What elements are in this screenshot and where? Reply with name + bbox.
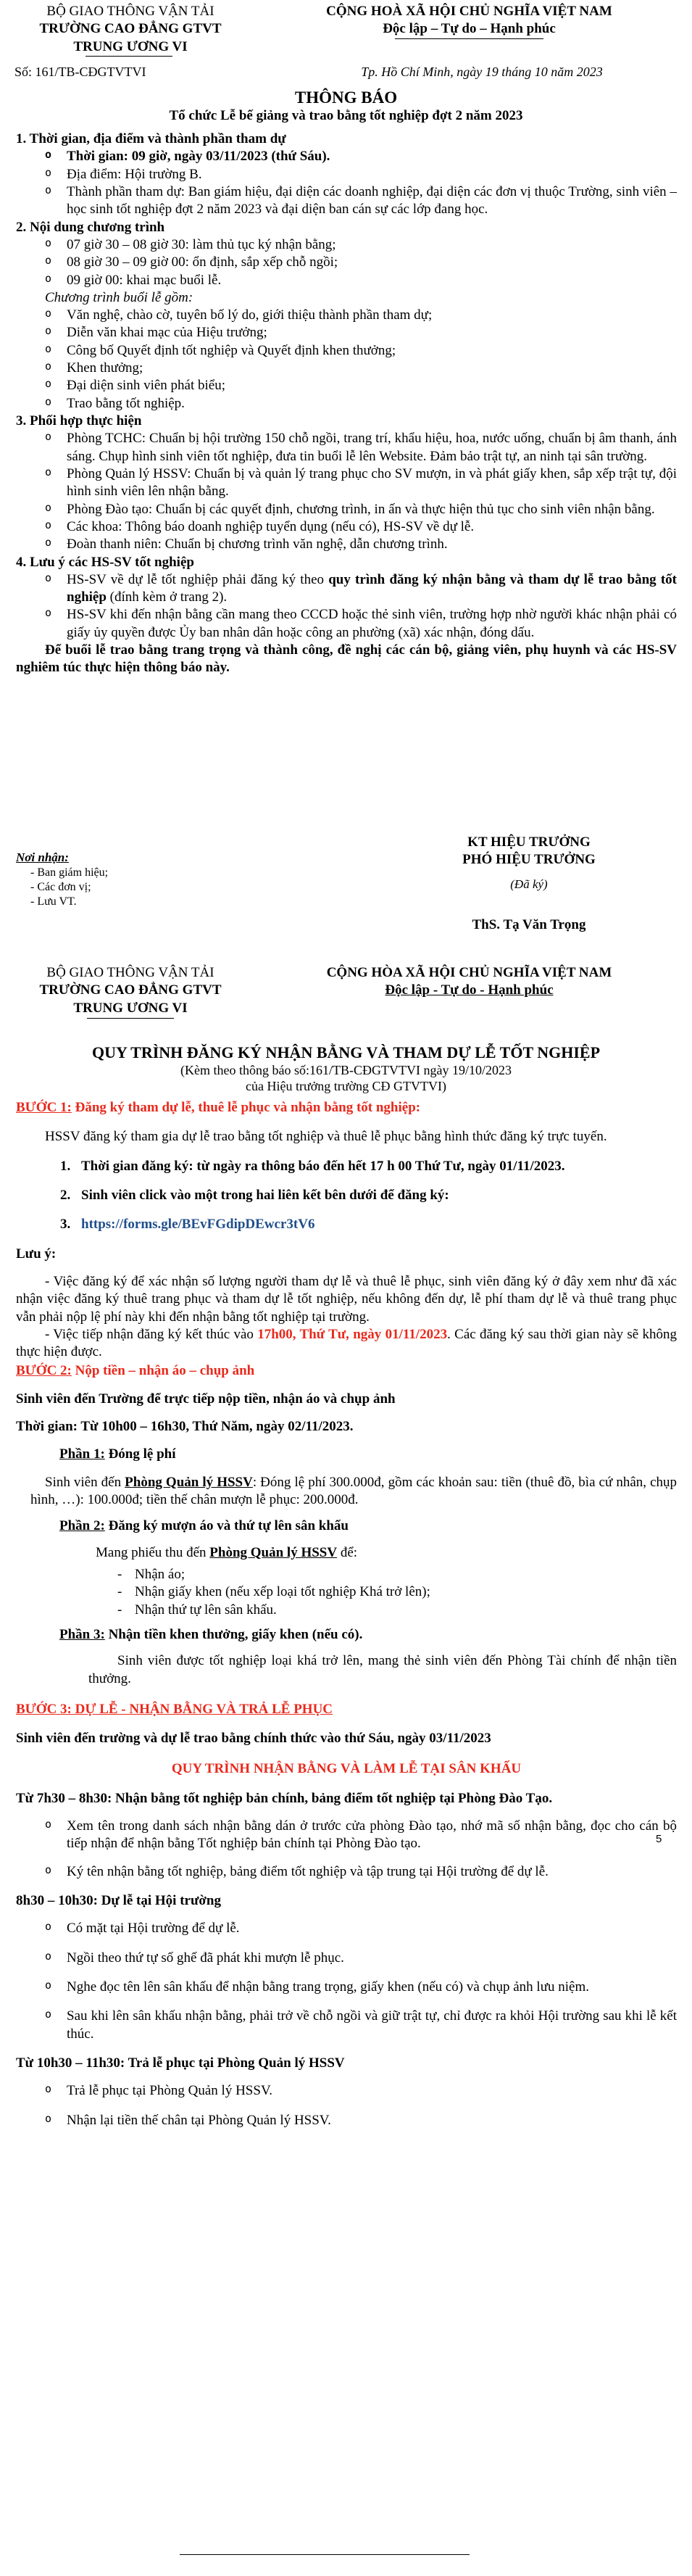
school-name: TRƯỜNG CAO ĐẲNG GTVT bbox=[39, 21, 222, 37]
slot3-list bbox=[16, 2082, 677, 2129]
list-item: o Xem tên trong danh sách nhận bằng dán ở trước cửa phòng Đào tạo, nhớ mã số nhận bằng, đọc cho cán bộ tiếp nhận để nhận bằng Tốt nghiệp bản chính tại Phòng Đào tạo. bbox=[45, 1818, 677, 1853]
nation-name: CỘNG HÒA XÃ HỘI CHỦ NGHĨA VIỆT NAM bbox=[326, 965, 612, 980]
program-label: Chương trình buổi lễ gồm: bbox=[45, 289, 193, 305]
attachment-line: của Hiệu trưởng trường CĐ GTVTVI) bbox=[246, 1078, 446, 1093]
list-item: o Địa điểm: Hội trường B. bbox=[45, 166, 677, 183]
note-label: Lưu ý: bbox=[16, 1246, 57, 1262]
text: : Đóng lệ phí 300.000đ, gồm các khoản sau: tiền (thuê đồ, bìa cứ nhân, chụp hình, …): 100.000đ; tiền thế chân mượn lễ phục: 200.000đ. bbox=[30, 1474, 677, 1507]
section-heading: 4. Lưu ý các HS-SV tốt nghiệp bbox=[16, 554, 194, 570]
stage-procedure-title: QUY TRÌNH NHẬN BẰNG VÀ LÀM LỄ TẠI SÂN KHẤU bbox=[171, 1761, 522, 1777]
step2-heading bbox=[16, 1362, 677, 1380]
list-item: - Nhận thứ tự lên sân khấu. bbox=[117, 1602, 677, 1619]
signature-block bbox=[391, 834, 667, 935]
registration-link[interactable]: https://forms.gle/BEvFGdipDEwcr3tV6 bbox=[81, 1217, 315, 1233]
step-title: Nộp tiền – nhận áo – chụp ảnh bbox=[71, 1363, 255, 1379]
procedure-title: QUY TRÌNH ĐĂNG KÝ NHẬN BẰNG VÀ THAM DỰ LỄ TỐT NGHIỆP bbox=[91, 1043, 601, 1061]
list-item: - Các đơn vị; bbox=[30, 880, 233, 895]
office-name: Phòng Quản lý HSSV bbox=[125, 1474, 253, 1490]
list-item: o 07 giờ 30 – 08 giờ 30: làm thủ tục ký nhận bằng; bbox=[45, 236, 677, 254]
list-item: o Khen thưởng; bbox=[45, 360, 677, 377]
part1-text bbox=[16, 1474, 677, 1509]
list-item: o Phòng TCHC: Chuẩn bị hội trường 150 chỗ ngồi, trang trí, khẩu hiệu, hoa, nước uống, chuẩn bị âm thanh, ánh sáng. Chụp hình sinh viên tốt nghiệp, đưa tin buổi lễ lên Website. Đảm bảo trật tự, an ninh tại sân trường. bbox=[45, 430, 677, 465]
slot3-heading: Từ 10h30 – 11h30: Trả lễ phục tại Phòng Quản lý HSSV bbox=[16, 2055, 345, 2071]
nation-motto: Độc lập – Tự do – Hạnh phúc bbox=[383, 21, 556, 37]
text: Sinh viên đến bbox=[45, 1474, 125, 1490]
recipients-list bbox=[16, 866, 233, 909]
slot1-heading: Từ 7h30 – 8h30: Nhận bằng tốt nghiệp bản chính, bảng điểm tốt nghiệp tại Phòng Đào Tạo. bbox=[16, 1790, 553, 1806]
procedure-attachment-note bbox=[0, 1063, 692, 1095]
text: Thời gian đăng ký: từ ngày ra thông báo đến hết 17 h 00 Thứ Tư, ngày 01/11/2023. bbox=[81, 1158, 565, 1174]
note-text bbox=[16, 1326, 677, 1362]
slot2-heading: 8h30 – 10h30: Dự lễ tại Hội trường bbox=[16, 1893, 221, 1908]
list-item bbox=[74, 1216, 677, 1233]
step2-subheading: Sinh viên đến Trường để trực tiếp nộp tiền, nhận áo và chụp ảnh bbox=[16, 1391, 396, 1407]
list-item: o 09 giờ 00: khai mạc buổi lễ. bbox=[45, 272, 677, 289]
list-item: - Nhận giấy khen (nếu xếp loại tốt nghiệp Khá trở lên); bbox=[117, 1583, 677, 1601]
step-label: BƯỚC 2: bbox=[16, 1363, 72, 1379]
notice-page bbox=[0, 0, 692, 964]
list-item: o Trả lễ phục tại Phòng Quản lý HSSV. bbox=[45, 2082, 677, 2100]
list-item: - Lưu VT. bbox=[30, 895, 233, 909]
list-item: o 08 giờ 30 – 09 giờ 00: ổn định, sắp xếp chỗ ngồi; bbox=[45, 254, 677, 271]
list-item: o Sau khi lên sân khấu nhận bằng, phải trở về chỗ ngồi và giữ trật tự, chỉ được ra khỏi Hội trường sau khi lễ kết thúc. bbox=[45, 2008, 677, 2043]
signer-title: PHÓ HIỆU TRƯỞNG bbox=[462, 852, 596, 868]
list-item bbox=[74, 1158, 677, 1175]
procedure-page bbox=[0, 964, 692, 2576]
step-label: BƯỚC 1: bbox=[16, 1100, 72, 1115]
recipients-label: Nơi nhận: bbox=[16, 850, 69, 864]
nation-motto: Độc lập - Tự do - Hạnh phúc bbox=[385, 982, 554, 998]
document-number: Số: 161/TB-CĐGTVTVI bbox=[14, 65, 146, 79]
list-item: o Phòng Đào tạo: Chuẩn bị các quyết định, chương trình, in ấn và thực hiện thủ tục cho sinh viên nhận bằng. bbox=[45, 501, 677, 518]
list-item: o Các khoa: Thông báo doanh nghiệp tuyển dụng (nếu có), HS-SV về dự lễ. bbox=[45, 518, 677, 536]
list-item: o Đại diện sinh viên phát biểu; bbox=[45, 377, 677, 394]
text: - Việc tiếp nhận đăng ký kết thúc vào bbox=[45, 1326, 258, 1342]
text: (đính kèm ở trang 2). bbox=[106, 589, 228, 605]
procedure-body bbox=[16, 1099, 677, 2129]
list-item: o Ngồi theo thứ tự số ghế đã phát khi mượn lễ phục. bbox=[45, 1950, 677, 1967]
part-label: Phần 1: bbox=[59, 1446, 105, 1462]
procedure-nation-block bbox=[261, 964, 678, 1000]
section-list bbox=[16, 148, 677, 218]
text: để: bbox=[337, 1544, 358, 1560]
list-item bbox=[45, 571, 677, 607]
part-label: Phần 3: bbox=[59, 1626, 105, 1642]
list-item: o Ký tên nhận bằng tốt nghiệp, bảng điểm tốt nghiệp và tập trung tại Hội trường để dự lễ. bbox=[45, 1863, 677, 1881]
list-item: o Trao bằng tốt nghiệp. bbox=[45, 395, 677, 413]
office-name: Phòng Quản lý HSSV bbox=[209, 1544, 338, 1560]
part-title: Đóng lệ phí bbox=[104, 1446, 176, 1462]
ministry-name: BỘ GIAO THÔNG VẬN TẢI bbox=[46, 965, 214, 980]
section-heading: 2. Nội dung chương trình bbox=[16, 219, 165, 235]
part2-heading bbox=[16, 1517, 677, 1535]
step3-subheading: Sinh viên đến trường và dự lễ trao bằng chính thức vào thứ Sáu, ngày 03/11/2023 bbox=[16, 1731, 491, 1747]
note-text: - Việc đăng ký để xác nhận số lượng người tham dự lễ và thuê lễ phục, sinh viên đăng ký ở đây xem như đã xác nhận việc đăng ký thuê trang phục và tham dự lễ tốt nghiệp, nếu không đến dự, lễ phí tham dự lễ và thuê trang phục vẫn phải nộp lệ phí này khi đến nhận bằng tốt nghiệp tại trường. bbox=[16, 1273, 677, 1325]
section-list bbox=[16, 571, 677, 642]
school-name-line2: TRUNG ƯƠNG VI bbox=[73, 1000, 188, 1016]
part2-list bbox=[16, 1566, 677, 1619]
school-name-line2: TRUNG ƯƠNG VI bbox=[73, 38, 188, 54]
part-title: Nhận tiền khen thưởng, giấy khen (nếu có). bbox=[104, 1626, 363, 1642]
procedure-reference: quy trình đăng ký nhận bằng và tham dự lễ trao bằng tốt nghiệp bbox=[67, 571, 677, 605]
section-heading: 1. Thời gian, địa điểm và thành phần tham dự bbox=[16, 131, 286, 146]
recipients-block bbox=[16, 850, 233, 909]
divider bbox=[395, 38, 543, 39]
step1-list bbox=[16, 1158, 677, 1234]
step1-intro: HSSV đăng ký tham gia dự lễ trao bằng tốt nghiệp và thuê lễ phục bằng hình thức đăng ký trực tuyến. bbox=[45, 1129, 607, 1145]
step1-heading bbox=[16, 1099, 677, 1117]
list-item bbox=[74, 1187, 677, 1204]
program-list bbox=[16, 307, 677, 413]
list-item: - Nhận áo; bbox=[117, 1566, 677, 1583]
notice-subtitle: Tổ chức Lễ bế giảng và trao bằng tốt nghiệp đợt 2 năm 2023 bbox=[169, 108, 523, 123]
list-item: o Đoàn thanh niên: Chuẩn bị chương trình văn nghệ, dẫn chương trình. bbox=[45, 536, 677, 553]
nation-name: CỘNG HOÀ XÃ HỘI CHỦ NGHĨA VIỆT NAM bbox=[326, 4, 612, 19]
page-number: 5 bbox=[656, 1833, 662, 1845]
list-item: o Phòng Quản lý HSSV: Chuẩn bị và quản lý trang phục cho SV mượn, in và phát giấy khen, sắp xếp trật tự, đội hình sinh viên lên nhận bằng. bbox=[45, 465, 677, 501]
part3-heading bbox=[16, 1626, 677, 1644]
part3-text: Sinh viên được tốt nghiệp loại khá trở lên, mang thẻ sinh viên đến Phòng Tài chính để nhận tiền thưởng. bbox=[88, 1653, 677, 1686]
divider bbox=[86, 56, 172, 57]
ministry-name: BỘ GIAO THÔNG VẬN TẢI bbox=[46, 4, 214, 19]
notice-nation-block bbox=[261, 3, 678, 38]
step-title: Đăng ký tham dự lễ, thuê lễ phục và nhận bằng tốt nghiệp: bbox=[71, 1100, 421, 1115]
list-item: o Nghe đọc tên lên sân khấu để nhận bằng trang trọng, giấy khen (nếu có) và chụp ảnh lưu niệm. bbox=[45, 1979, 677, 1996]
notice-issuer-block bbox=[14, 3, 246, 56]
divider bbox=[87, 1018, 174, 1019]
step3-heading: BƯỚC 3: DỰ LỄ - NHẬN BẰNG VÀ TRẢ LỄ PHỤC bbox=[16, 1701, 333, 1717]
notice-title: THÔNG BÁO bbox=[294, 88, 398, 107]
section-heading: 3. Phối hợp thực hiện bbox=[16, 413, 142, 428]
text: HS-SV về dự lễ tốt nghiệp phải đăng ký theo bbox=[67, 571, 329, 587]
procedure-issuer-block bbox=[14, 964, 246, 1017]
part2-text bbox=[16, 1544, 677, 1562]
slot1-list bbox=[16, 1818, 677, 1881]
place-date: Tp. Hồ Chí Minh, ngày 19 tháng 10 năm 2023 bbox=[361, 65, 603, 79]
list-item: - Ban giám hiệu; bbox=[30, 866, 233, 880]
signer-kt: KT HIỆU TRƯỞNG bbox=[467, 834, 591, 850]
text: Mang phiếu thu đến bbox=[96, 1544, 210, 1560]
list-item: o Văn nghệ, chào cờ, tuyên bố lý do, giới thiệu thành phần tham dự; bbox=[45, 307, 677, 324]
notice-body bbox=[16, 131, 677, 677]
footer-divider bbox=[180, 2554, 470, 2555]
closing-paragraph: Để buổi lễ trao bằng trang trọng và thành công, đề nghị các cán bộ, giảng viên, phụ huynh và các HS-SV nghiêm túc thực hiện thông báo này. bbox=[16, 642, 677, 676]
part1-heading bbox=[16, 1446, 677, 1463]
list-item: o HS-SV khi đến nhận bằng cần mang theo CCCD hoặc thẻ sinh viên, trường hợp nhờ người khác nhận phải có giấy ủy quyền được Ủy ban nhân dân hoặc công an phường (xã) xác nhận, đóng dấu. bbox=[45, 606, 677, 642]
list-item: o Có mặt tại Hội trường để dự lễ. bbox=[45, 1920, 677, 1937]
signer-name: ThS. Tạ Văn Trọng bbox=[472, 917, 586, 933]
text: Sinh viên click vào một trong hai liên kết bên dưới để đăng ký: bbox=[81, 1187, 449, 1203]
deadline: 17h00, Thứ Tư, ngày 01/11/2023 bbox=[257, 1326, 448, 1342]
list-item: o Diễn văn khai mạc của Hiệu trưởng; bbox=[45, 324, 677, 341]
list-item: o Công bố Quyết định tốt nghiệp và Quyết định khen thưởng; bbox=[45, 342, 677, 360]
slot2-list bbox=[16, 1920, 677, 2043]
part-title: Đăng ký mượn áo và thứ tự lên sân khấu bbox=[104, 1518, 349, 1534]
attachment-line: (Kèm theo thông báo số:161/TB-CĐGTVTVI ngày 19/10/2023 bbox=[180, 1063, 512, 1077]
text: . Các đăng ký sau thời gian này sẽ không thực hiện được. bbox=[16, 1326, 677, 1360]
school-name: TRƯỜNG CAO ĐẲNG GTVT bbox=[39, 982, 222, 998]
part-label: Phần 2: bbox=[59, 1518, 105, 1534]
list-item: o Nhận lại tiền thế chân tại Phòng Quản lý HSSV. bbox=[45, 2112, 677, 2129]
section-list bbox=[16, 430, 677, 553]
signed-note: (Đã ký) bbox=[510, 877, 548, 891]
step2-time: Thời gian: Từ 10h00 – 16h30, Thứ Năm, ngày 02/11/2023. bbox=[16, 1419, 354, 1435]
section-list bbox=[16, 236, 677, 289]
list-item: o Thời gian: 09 giờ, ngày 03/11/2023 (thứ Sáu). bbox=[45, 148, 677, 165]
list-item: o Thành phần tham dự: Ban giám hiệu, đại diện các doanh nghiệp, đại diện các đơn vị thuộc Trường, sinh viên – học sinh tốt nghiệp đợt 2 năm 2023 và đại diện ban cán sự các lớp đang học. bbox=[45, 183, 677, 219]
